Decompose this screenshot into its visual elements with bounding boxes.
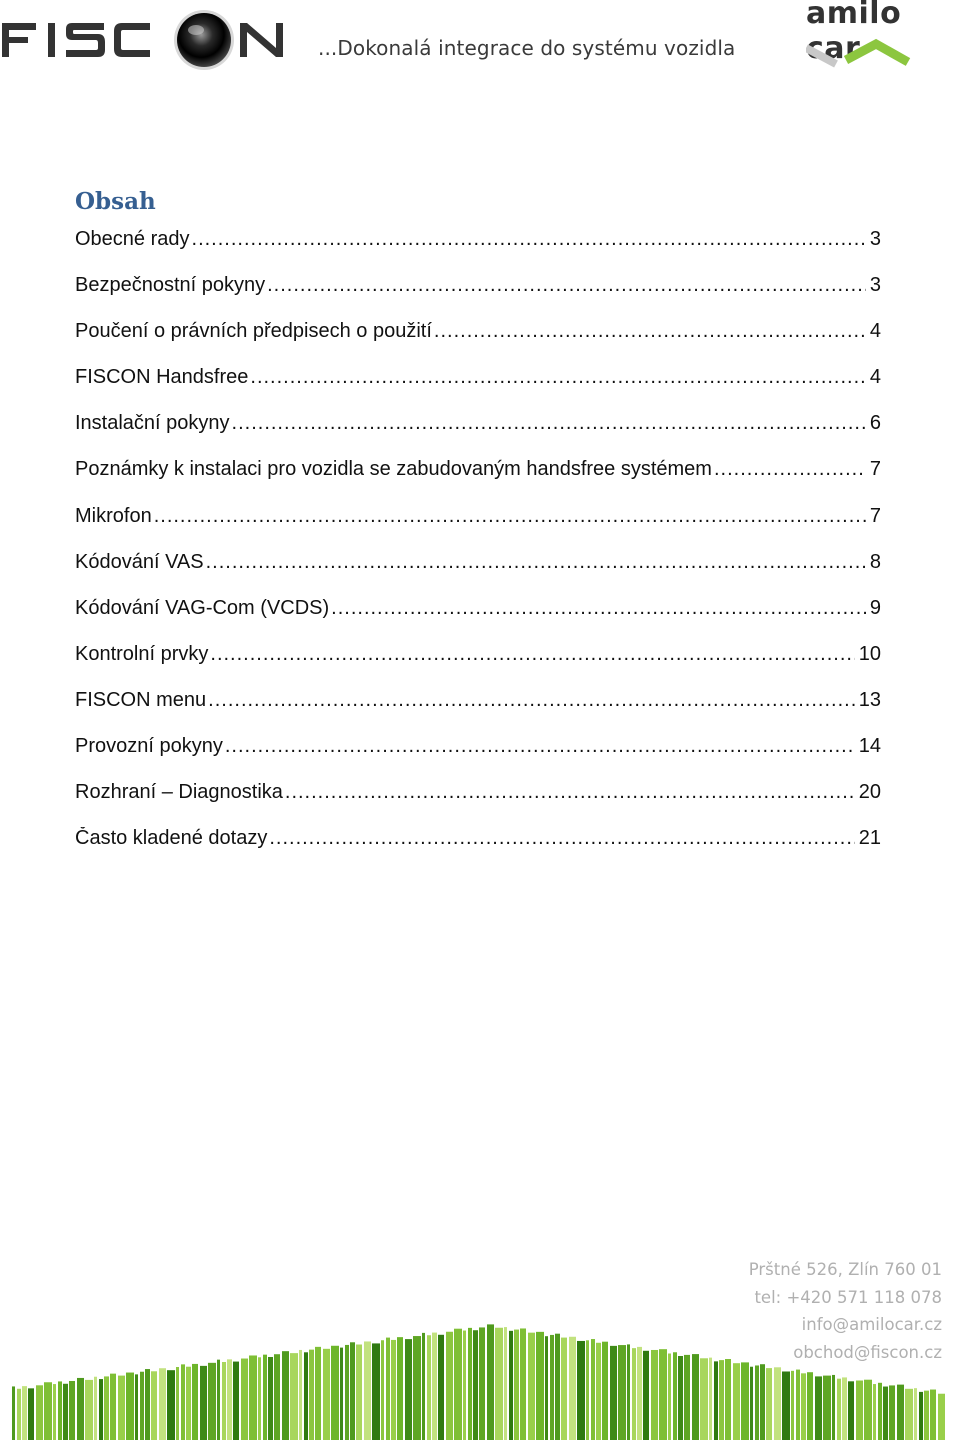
green-stripe (815, 1376, 822, 1440)
green-stripe (350, 1342, 355, 1440)
green-stripe (17, 1389, 21, 1440)
dot-leader (714, 458, 866, 481)
green-stripe (919, 1392, 923, 1440)
green-stripe (356, 1345, 362, 1440)
green-stripe (282, 1351, 289, 1440)
green-stripe (422, 1333, 425, 1440)
green-stripe (725, 1359, 731, 1440)
toc-entry[interactable]: Rozhraní – Diagnostika ..... 20 (75, 781, 881, 827)
amilo-car-logo-text: amilo car (806, 0, 902, 66)
green-stripe (372, 1343, 380, 1440)
green-stripe (405, 1339, 412, 1440)
dot-leader (192, 228, 866, 251)
green-stripe (53, 1384, 56, 1440)
green-stripe (545, 1336, 548, 1440)
phone: tel: +420 571 118 078 (754, 1287, 942, 1307)
toc-entry[interactable]: Často kladené dotazy ..... 21 (75, 827, 881, 873)
address: Prštné 526, Zlín 760 01 (748, 1260, 942, 1279)
green-stripe (755, 1365, 759, 1440)
green-stripe (159, 1368, 166, 1440)
green-stripe (192, 1364, 198, 1440)
green-stripe (495, 1328, 503, 1440)
green-stripe (299, 1350, 302, 1440)
green-stripe (673, 1352, 677, 1440)
green-stripe (832, 1375, 835, 1440)
green-stripe (905, 1389, 913, 1440)
green-stripe (714, 1361, 718, 1440)
green-stripe (807, 1372, 813, 1440)
green-stripe (889, 1385, 895, 1440)
green-stripe (796, 1370, 800, 1440)
toc-entry[interactable]: Mikrofon ..... 7 (75, 505, 881, 551)
green-stripe (438, 1335, 444, 1440)
green-stripe (241, 1359, 248, 1440)
toc-entry[interactable]: Bezpečnostní pokyny ..... 3 (75, 274, 881, 320)
dot-leader (206, 551, 866, 574)
green-stripe (222, 1362, 226, 1440)
green-stripe (692, 1354, 699, 1440)
green-stripe (668, 1354, 671, 1440)
green-stripe (397, 1337, 403, 1440)
dot-leader (250, 366, 865, 389)
green-stripe (487, 1324, 494, 1440)
table-of-contents (75, 228, 881, 873)
page-number: 10 (858, 642, 881, 665)
green-stripe (509, 1331, 513, 1440)
green-stripe (290, 1353, 298, 1440)
toc-entry[interactable]: Instalační pokyny ..... 6 (75, 412, 881, 458)
green-stripe (315, 1347, 321, 1440)
green-stripe (381, 1340, 384, 1440)
green-stripe (479, 1327, 485, 1440)
green-stripe (719, 1360, 724, 1440)
green-stripe (446, 1332, 453, 1440)
green-stripe (536, 1332, 544, 1440)
green-stripe (167, 1370, 175, 1440)
dot-leader (154, 505, 866, 528)
green-stripe (643, 1351, 649, 1440)
page-number: 4 (869, 366, 881, 389)
toc-entry[interactable]: Provozní pokyny ..... 14 (75, 735, 881, 781)
green-stripe (938, 1394, 945, 1440)
green-stripe (577, 1341, 585, 1440)
green-stripe (504, 1327, 507, 1440)
green-stripe (801, 1373, 806, 1440)
green-stripe (340, 1348, 343, 1440)
page-number: 3 (869, 228, 881, 250)
green-stripe (200, 1366, 207, 1440)
green-stripe (104, 1376, 109, 1440)
green-stripe (432, 1333, 437, 1440)
green-stripe (914, 1388, 917, 1440)
green-stripe (364, 1341, 371, 1440)
green-stripe (741, 1362, 749, 1440)
green-stripe (186, 1367, 191, 1440)
green-stripe (627, 1344, 630, 1440)
green-stripe (837, 1379, 841, 1440)
green-stripe (58, 1381, 62, 1440)
green-stripe (126, 1373, 134, 1440)
dot-leader (269, 827, 854, 850)
green-stripe (760, 1364, 765, 1440)
green-stripe (227, 1359, 232, 1440)
green-stripe (77, 1378, 84, 1440)
page-number: 21 (858, 827, 881, 850)
green-stripe (864, 1380, 872, 1440)
toc-entry[interactable]: FISCON menu ..... 13 (75, 689, 881, 735)
toc-entry[interactable]: Obecné rady ..... 3 (75, 228, 881, 274)
green-stripe (345, 1345, 349, 1440)
green-stripe (22, 1386, 27, 1440)
green-stripe (274, 1354, 280, 1440)
green-stripe (413, 1336, 421, 1440)
green-stripe (463, 1331, 466, 1440)
green-stripe (678, 1356, 683, 1440)
green-stripe (258, 1357, 261, 1440)
green-stripe (596, 1343, 601, 1440)
green-stripe (304, 1352, 308, 1440)
dot-leader (208, 689, 855, 712)
green-stripe (135, 1374, 138, 1440)
green-stripe (848, 1381, 854, 1440)
green-stripe (386, 1338, 390, 1440)
green-stripe (856, 1381, 863, 1440)
green-stripe (602, 1342, 608, 1440)
green-stripe (520, 1328, 526, 1440)
dot-leader (434, 320, 866, 343)
green-stripe (555, 1334, 560, 1440)
toc-entry[interactable]: Kontrolní prvky ..... 10 (75, 643, 881, 689)
green-stripe (550, 1335, 554, 1440)
dot-leader (232, 412, 866, 435)
green-stripe (94, 1377, 97, 1440)
green-stripe (391, 1340, 396, 1440)
tagline: ...Dokonalá integrace do systému vozidla (318, 36, 736, 60)
page-number: 4 (869, 320, 881, 343)
page-number: 3 (869, 274, 881, 297)
dot-leader (210, 643, 854, 666)
dot-leader (267, 274, 866, 297)
green-stripe (263, 1355, 267, 1440)
toc-title: Obsah (75, 188, 156, 215)
green-stripe (561, 1338, 567, 1440)
dot-leader (285, 781, 855, 804)
green-stripe (208, 1363, 216, 1440)
green-stripe (924, 1391, 929, 1440)
green-stripe (659, 1349, 667, 1440)
green-stripe (618, 1345, 626, 1440)
green-stripe (12, 1386, 15, 1440)
green-stripe (473, 1330, 478, 1440)
page-number: 7 (869, 458, 881, 481)
green-stripe (709, 1358, 712, 1440)
green-stripe (44, 1382, 52, 1440)
dot-leader (225, 735, 855, 758)
page-number: 8 (869, 550, 881, 573)
toc-entry[interactable]: Kódování VAG-Com (VCDS) ..... 9 (75, 597, 881, 643)
green-stripe (181, 1364, 185, 1440)
green-stripe (454, 1329, 462, 1440)
page-number: 6 (869, 412, 881, 435)
green-stripe (873, 1384, 876, 1440)
green-stripe (878, 1383, 882, 1440)
toc-entry[interactable]: Poznámky k instalaci pro vozidla se zabudovaným handsfree systémem ..... 7 (75, 458, 881, 504)
green-stripe (750, 1367, 753, 1440)
green-stripe (63, 1384, 68, 1440)
green-stripes-decoration (0, 1310, 960, 1440)
green-stripe (323, 1349, 330, 1440)
toc-entry[interactable]: Poučení o právních předpisech o použití ..... 4 (75, 320, 881, 366)
green-stripe (733, 1363, 740, 1440)
green-stripe (468, 1328, 472, 1440)
green-stripe (36, 1385, 43, 1440)
green-stripe (930, 1390, 936, 1440)
page-number: 13 (858, 688, 881, 711)
green-stripe (110, 1374, 116, 1440)
green-stripe (823, 1376, 831, 1440)
green-stripe (69, 1381, 75, 1440)
green-stripe (637, 1347, 642, 1440)
email-shop-link[interactable]: obchod@fiscon.cz (793, 1342, 942, 1362)
green-stripe (309, 1350, 314, 1440)
green-stripe (249, 1355, 257, 1440)
green-stripe (99, 1379, 103, 1440)
green-stripe (586, 1340, 589, 1440)
green-stripe (268, 1357, 273, 1440)
green-stripe (233, 1362, 239, 1440)
green-stripe (651, 1350, 658, 1440)
toc-entry[interactable]: Kódování VAS ..... 8 (75, 551, 881, 597)
green-stripe (217, 1360, 220, 1440)
green-stripe (766, 1368, 772, 1440)
green-stripe (774, 1367, 781, 1440)
page-number: 20 (858, 781, 881, 804)
toc-entry[interactable]: FISCON Handsfree ..... 4 (75, 366, 881, 412)
page-header (0, 0, 960, 90)
green-stripe (842, 1377, 847, 1440)
green-stripe (791, 1371, 794, 1440)
email-info-link[interactable]: info@amilocar.cz (801, 1315, 942, 1334)
green-stripe (684, 1355, 690, 1440)
green-stripe (632, 1348, 636, 1440)
green-stripe (514, 1330, 519, 1440)
fiscon-logo (0, 6, 290, 72)
page-number: 14 (858, 735, 881, 758)
green-stripe (883, 1387, 888, 1440)
green-stripe (176, 1367, 179, 1440)
green-stripe (151, 1371, 157, 1440)
green-stripe (897, 1385, 904, 1440)
page-number: 9 (869, 596, 881, 619)
green-stripe (610, 1346, 617, 1440)
green-stripe (591, 1339, 595, 1440)
page-number: 7 (869, 504, 881, 527)
green-stripe (145, 1369, 150, 1440)
green-stripe (140, 1372, 144, 1440)
green-stripe (427, 1335, 431, 1440)
green-stripe (700, 1358, 708, 1440)
green-stripe (528, 1333, 535, 1440)
green-stripe (782, 1371, 790, 1440)
green-stripe (118, 1376, 125, 1440)
green-stripe (85, 1380, 93, 1440)
green-stripe (28, 1388, 34, 1440)
green-stripe (331, 1346, 339, 1440)
green-stripe (569, 1337, 576, 1440)
dot-leader (331, 597, 866, 620)
amilo-car-logo-mark (806, 38, 916, 68)
